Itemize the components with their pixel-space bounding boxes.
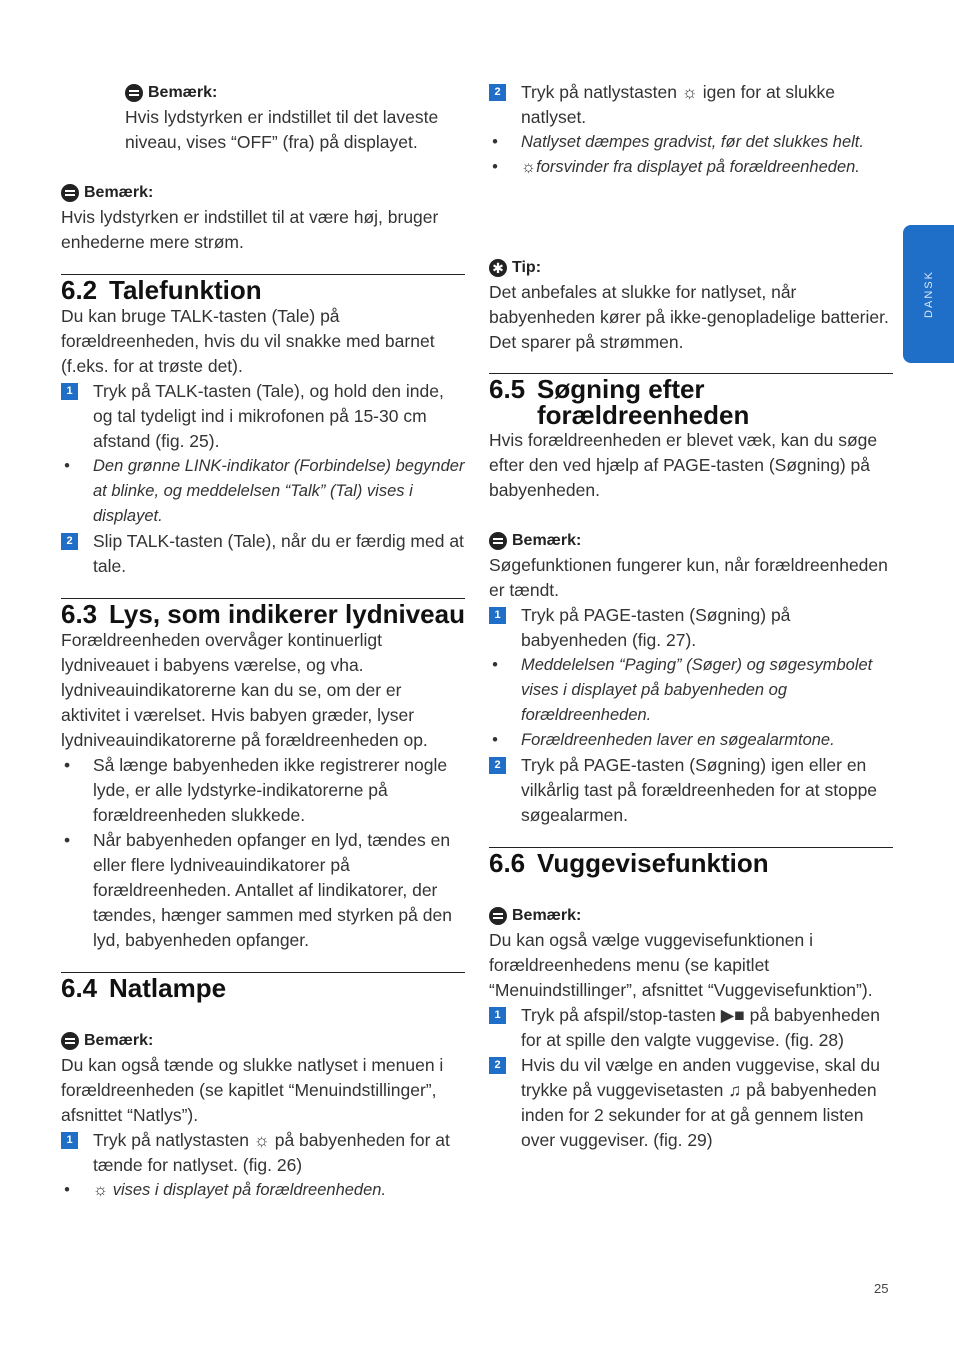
tip-icon: ✱ [489, 259, 507, 277]
section-6-2 [61, 274, 465, 579]
step-1 [61, 379, 465, 454]
note-title: Bemærk: [84, 184, 154, 201]
note-title: Bemærk: [84, 1032, 154, 1049]
section-heading [489, 847, 893, 877]
note-icon [61, 184, 79, 202]
note-text: Søgefunktionen fungerer kun, når forældreenheden er tændt. [489, 555, 888, 600]
section-heading [61, 972, 465, 1002]
section-title: Vuggevisefunktion [537, 848, 769, 878]
step-text: Tryk på natlystasten ☼ igen for at slukke natlyset. [521, 82, 836, 127]
step-bullet: • Meddelelsen “Paging” (Søger) og søgesymbolet vises i displayet på babyenheden og forældreenheden. [489, 653, 893, 728]
step-1 [61, 1128, 465, 1178]
step-bullet: • Den grønne LINK-indikator (Forbindelse) begynder at blinke, og meddelelsen “Talk” (Tal) vises i displayet. [61, 454, 465, 529]
section-heading [489, 373, 893, 428]
tip-title: Tip: [512, 259, 542, 276]
step-text: Tryk på natlystasten ☼ på babyenheden for at tænde for natlyset. (fig. 26) [93, 1130, 450, 1175]
section-number: 6.4 [61, 973, 98, 1003]
note-volume-high [61, 180, 461, 255]
section-title: Søgning efter forældreenheden [537, 374, 750, 430]
step-1 [489, 1003, 893, 1053]
note-icon [61, 1032, 79, 1050]
step-text: Tryk på PAGE-tasten (Søgning) igen eller en vilkårlig tast på forældreenheden for at stoppe søgealarmen. [521, 755, 878, 825]
bullet-item: • Når babyenheden opfanger en lyd, tændes en eller flere lydniveauindikatorer på forældreenheden. Antallet af lindikatorer, der tændes, hænger sammen med styrken på den lyd, babyenheden opfanger. [61, 828, 465, 953]
note-text: Hvis lydstyrken er indstillet til at være høj, bruger enhederne mere strøm. [61, 207, 439, 252]
step-2 [61, 529, 465, 579]
tip-text: Det anbefales at slukke for natlyset, når babyenheden kører på ikke-genopladelige batterier. Det sparer på strømmen. [489, 282, 889, 352]
section-6-3 [61, 598, 465, 953]
bullet-item: • Så længe babyenheden ikke registrerer nogle lyde, er alle lydstyrke-indikatorerne på forældreenheden slukkede. [61, 753, 465, 828]
step-2 [489, 1053, 893, 1153]
step-number-badge: 2 [489, 84, 506, 101]
section-6-4 [61, 972, 465, 1203]
section-intro: Du kan bruge TALK-tasten (Tale) på forældreenheden, hvis du vil snakke med barnet (f.eks. for at trøste det). [61, 306, 435, 376]
note-volume-low [125, 80, 460, 155]
step-2 [489, 753, 893, 828]
note-text: Du kan også tænde og slukke natlyset i menuen i forældreenheden (se kapitlet “Menuindstillinger”, afsnittet “Natlys”). [61, 1055, 444, 1125]
note-icon [489, 532, 507, 550]
section-heading [61, 274, 465, 304]
language-tab-label: DANSK [922, 270, 935, 318]
nightlight-off-step [489, 80, 889, 180]
section-number: 6.2 [61, 275, 98, 305]
step-1 [489, 603, 893, 653]
step-bullet: • Forældreenheden laver en søgealarmtone. [489, 728, 893, 753]
step-text: Tryk på afspil/stop-tasten ▶■ på babyenheden for at spille den valgte vuggevise. (fig. 28) [521, 1005, 881, 1050]
step-2 [489, 80, 889, 130]
note-text: Hvis lydstyrken er indstillet til det laveste niveau, vises “OFF” (fra) på displayet. [125, 107, 439, 152]
note-title: Bemærk: [512, 907, 582, 924]
step-number-badge: 1 [489, 607, 506, 624]
step-bullet: • ☼ vises i displayet på forældreenheden. [61, 1178, 465, 1203]
section-title: Natlampe [109, 973, 227, 1003]
section-number: 6.5 [489, 374, 526, 404]
section-6-6 [489, 847, 893, 1153]
note-icon [125, 84, 143, 102]
step-number-badge: 2 [489, 1057, 506, 1074]
section-intro: Forældreenheden overvåger kontinuerligt lydniveauet i babyens værelse, og vha. lydniveauindikatorerne kan du se, om der er aktivitet i værelset. Hvis babyen græder, lyser lydniveauindikatorerne på forældreenheden op. [61, 630, 428, 750]
language-tab [903, 225, 954, 363]
note-text: Du kan også vælge vuggevisefunktionen i forældreenhedens menu (se kapitlet “Menuindstillinger”, afsnittet “Vuggevisefunktion”). [489, 930, 873, 1000]
step-number-badge: 2 [489, 757, 506, 774]
section-number: 6.6 [489, 848, 526, 878]
step-number-badge: 2 [61, 533, 78, 550]
step-text: Slip TALK-tasten (Tale), når du er færdig med at tale. [93, 531, 464, 576]
step-bullet: • ☼forsvinder fra displayet på forældreenheden. [489, 155, 889, 180]
step-text: Tryk på TALK-tasten (Tale), og hold den inde, og tal tydeligt ind i mikrofonen på 15-30 cm afstand (fig. 25). [93, 381, 444, 451]
section-6-5 [489, 373, 893, 828]
section-title: Talefunktion [109, 275, 262, 305]
step-number-badge: 1 [489, 1007, 506, 1024]
tip-box [489, 255, 889, 355]
note-icon [489, 907, 507, 925]
step-number-badge: 1 [61, 1132, 78, 1149]
page-number: 25 [874, 1281, 889, 1296]
step-bullet: • Natlyset dæmpes gradvist, før det slukkes helt. [489, 130, 889, 155]
section-intro: Hvis forældreenheden er blevet væk, kan du søge efter den ved hjælp af PAGE-tasten (Søgning) på babyenheden. [489, 430, 878, 500]
note-title: Bemærk: [148, 84, 218, 101]
step-text: Tryk på PAGE-tasten (Søgning) på babyenheden (fig. 27). [521, 605, 791, 650]
section-heading [61, 598, 465, 628]
note-title: Bemærk: [512, 532, 582, 549]
section-title: Lys, som indikerer lydniveau [109, 599, 465, 629]
step-text: Hvis du vil vælge en anden vuggevise, skal du trykke på vuggevisetasten ♫ på babyenheden inden for 2 sekunder for at gå gennem listen over vuggeviser. (fig. 29) [521, 1055, 880, 1150]
section-number: 6.3 [61, 599, 98, 629]
step-number-badge: 1 [61, 383, 78, 400]
